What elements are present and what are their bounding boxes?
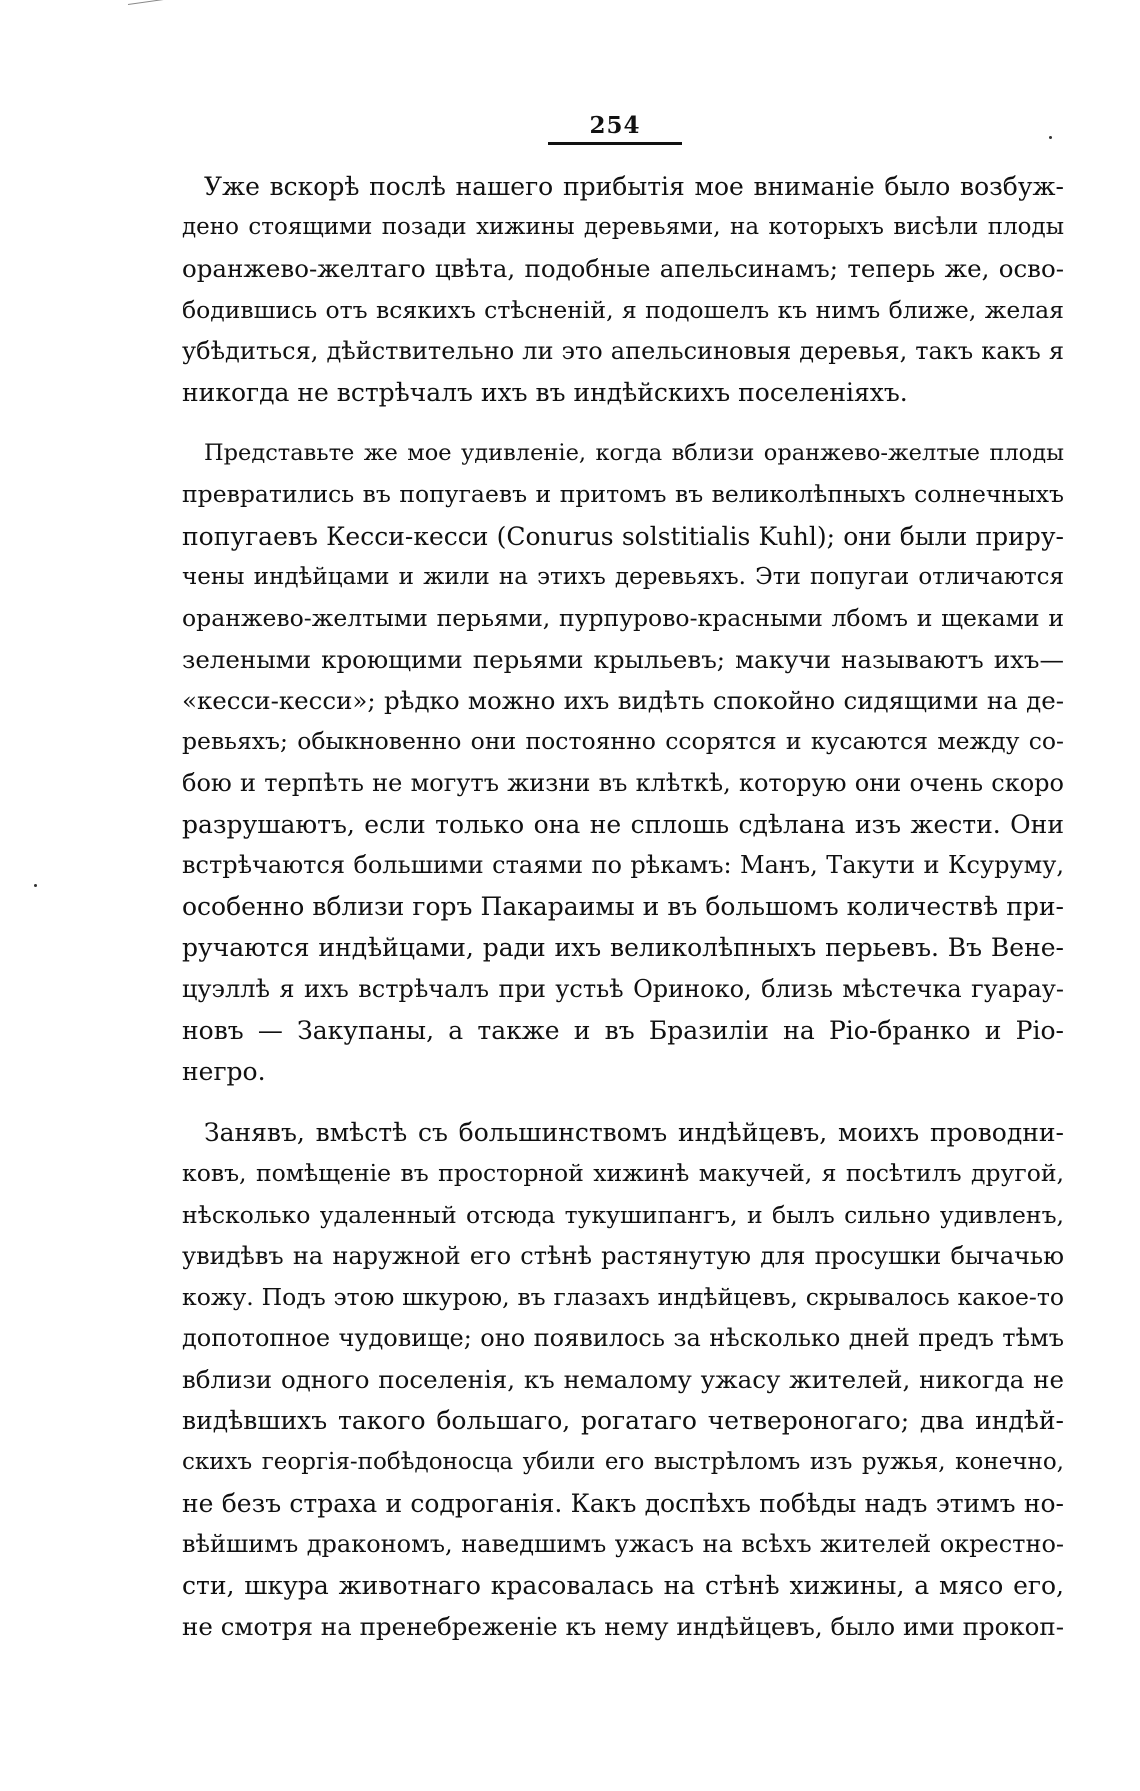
text-line: Занявъ, вмѣстѣ съ большинствомъ индѣйцевъ, моихъ проводни- xyxy=(204,1118,1064,1148)
text-line: допотопное чудовище; оно появилось за нѣсколько дней предъ тѣмъ xyxy=(182,1324,1064,1353)
text-line: Уже вскорѣ послѣ нашего прибытія мое вниманіе было возбуж- xyxy=(204,172,1064,201)
page-number: 254 xyxy=(589,112,641,139)
text-line: негро. xyxy=(182,1056,266,1086)
scan-speck xyxy=(1049,136,1052,139)
text-line: бодившись отъ всякихъ стѣсненій, я подошелъ къ нимъ ближе, желая xyxy=(182,295,1064,324)
scan-corner-mark xyxy=(128,0,219,5)
text-line: не смотря на пренебреженіе къ нему индѣйцевъ, было ими прокоп- xyxy=(182,1612,1064,1642)
body-text xyxy=(182,166,1064,1648)
text-line: кожу. Подъ этою шкурою, въ глазахъ индѣйцевъ, скрывалось какое-то xyxy=(182,1282,1064,1311)
text-line: увидѣвъ на наружной его стѣнѣ растянутую для просушки бычачью xyxy=(182,1241,1064,1270)
text-line: новъ — Закупаны, а также и въ Бразиліи на Ріо-бранко и Ріо- xyxy=(182,1015,1064,1045)
header-rule xyxy=(548,142,682,145)
text-line: дено стоящими позади хижины деревьями, на которыхъ висѣли плоды xyxy=(182,214,1064,241)
text-line: вблизи одного поселенія, къ немалому ужасу жителей, никогда не xyxy=(182,1365,1064,1395)
text-line: убѣдиться, дѣйствительно ли это апельсиновыя деревья, такъ какъ я xyxy=(182,336,1064,365)
text-line: оранжево-желтыми перьями, пурпурово-красными лбомъ и щеками и xyxy=(182,603,1064,632)
text-line: ручаются индѣйцами, ради ихъ великолѣпныхъ перьевъ. Въ Вене- xyxy=(182,933,1064,963)
text-line: встрѣчаются большими стаями по рѣкамъ: Манъ, Такути и Ксуруму, xyxy=(182,851,1064,879)
text-line: зелеными кроющими перьями крыльевъ; макучи называютъ ихъ— xyxy=(182,645,1064,675)
text-line: ковъ, помѣщеніе въ просторной хижинѣ макучей, я посѣтилъ другой, xyxy=(182,1159,1064,1188)
text-line: ревьяхъ; обыкновенно они постоянно ссорятся и кусаются между со- xyxy=(182,727,1064,756)
text-line: не безъ страха и содроганія. Какъ доспѣхъ побѣды надъ этимъ но- xyxy=(182,1488,1064,1518)
text-line: особенно вблизи горъ Пакараимы и въ большомъ количествѣ при- xyxy=(182,892,1064,922)
text-line: видѣвшихъ такого большаго, рогатаго четвероногаго; два индѣй- xyxy=(182,1406,1064,1436)
text-line: бою и терпѣть не могутъ жизни въ клѣткѣ, которую они очень скоро xyxy=(182,768,1064,797)
scan-speck xyxy=(34,884,37,887)
text-line: превратились въ попугаевъ и притомъ въ великолѣпныхъ солнечныхъ xyxy=(182,480,1064,509)
text-line: вѣйшимъ дракономъ, наведшимъ ужасъ на всѣхъ жителей окрестно- xyxy=(182,1530,1064,1558)
text-line: оранжево-желтаго цвѣта, подобные апельсинамъ; теперь же, осво- xyxy=(182,254,1064,284)
text-line: сти, шкура животнаго красовалась на стѣнѣ хижины, а мясо его, xyxy=(182,1571,1064,1601)
text-line: Представьте же мое удивленіе, когда вблизи оранжево-желтые плоды xyxy=(204,440,1064,467)
text-line: никогда не встрѣчалъ ихъ въ индѣйскихъ поселеніяхъ. xyxy=(182,377,908,407)
text-line: цуэллѣ я ихъ встрѣчалъ при устьѣ Ориноко, близь мѣстечка гуарау- xyxy=(182,974,1064,1003)
text-line: разрушаютъ, если только она не сплошь сдѣлана изъ жести. Они xyxy=(182,809,1064,839)
text-line: попугаевъ Кесси-кесси (Conurus solstitialis Kuhl); они были приру- xyxy=(182,521,1064,551)
text-line: скихъ георгія-побѣдоносца убили его выстрѣломъ изъ ружья, конечно, xyxy=(182,1448,1064,1475)
text-line: чены индѣйцами и жили на этихъ деревьяхъ. Эти попугаи отличаются xyxy=(182,563,1064,590)
paragraph-3 xyxy=(182,1112,1064,1647)
text-line: «кесси-кесси»; рѣдко можно ихъ видѣть спокойно сидящими на де- xyxy=(182,686,1064,716)
paragraph-1 xyxy=(182,166,1064,413)
text-line: нѣсколько удаленный отсюда тукушипангъ, и былъ сильно удивленъ, xyxy=(182,1200,1064,1229)
paragraph-2 xyxy=(182,433,1064,1092)
